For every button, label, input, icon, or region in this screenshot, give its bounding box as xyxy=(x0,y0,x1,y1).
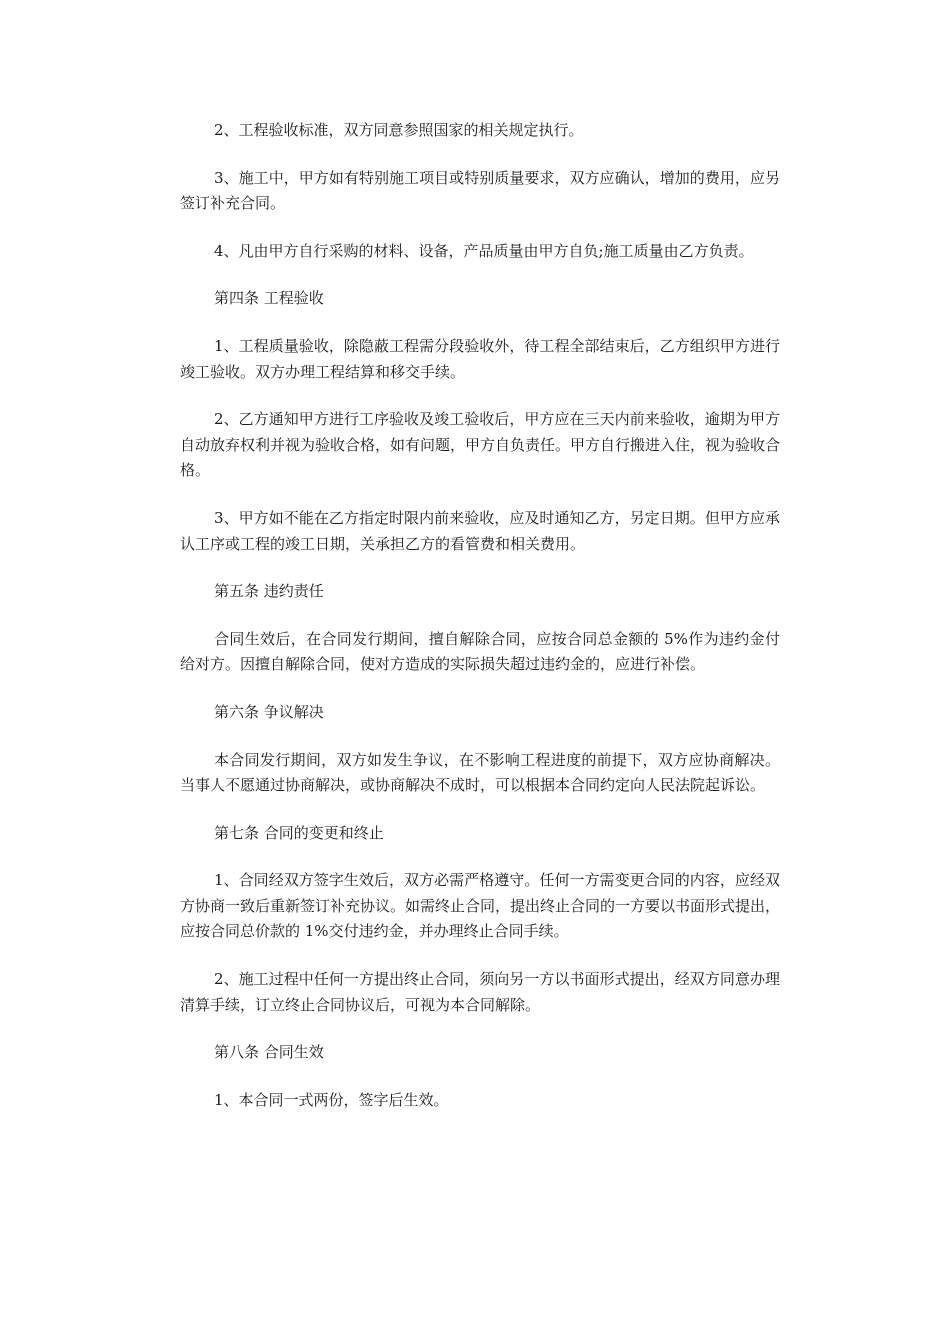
article-5-heading: 第五条 违约责任 xyxy=(214,582,324,601)
article-7-item-1: 1、合同经双方签字生效后，双方必需严格遵守。任何一方需变更合同的内容，应经双方协商一致后重新签订补充协议。如需终止合同，提出终止合同的一方要以书面形式提出，应按合同总价款的 1%交付违约金，并办理终止合同手续。 xyxy=(180,871,781,941)
article-7-item-2: 2、施工过程中任何一方提出终止合同，须向另一方以书面形式提出，经双方同意办理清算手续，订立终止合同协议后，可视为本合同解除。 xyxy=(180,970,780,1014)
clause-3-item-4: 4、凡由甲方自行采购的材料、设备，产品质量由甲方自负;施工质量由乙方负责。 xyxy=(214,241,754,260)
document-page xyxy=(180,118,780,1135)
clause-3-item-3: 3、施工中，甲方如有特别施工项目或特别质量要求，双方应确认，增加的费用，应另签订补充合同。 xyxy=(180,168,780,213)
article-7-heading: 第七条 合同的变更和终止 xyxy=(214,823,384,842)
article-4-item-1: 1、工程质量验收，除隐蔽工程需分段验收外，待工程全部结束后，乙方组织甲方进行竣工验收。双方办理工程结算和移交手续。 xyxy=(180,336,780,381)
article-6-heading: 第六条 争议解决 xyxy=(214,702,324,721)
article-8-item-1: 1、本合同一式两份，签字后生效。 xyxy=(214,1090,449,1109)
clause-3-item-2: 2、工程验收标准，双方同意参照国家的相关规定执行。 xyxy=(214,121,584,139)
article-6-body: 本合同发行期间，双方如发生争议，在不影响工程进度的前提下，双方应协商解决。当事人不愿通过协商解决，或协商解决不成时，可以根据本合同约定向人民法院起诉讼。 xyxy=(180,750,780,795)
article-4-item-2: 2、乙方通知甲方进行工序验收及竣工验收后，甲方应在三天内前来验收，逾期为甲方自动放弃权利并视为验收合格，如有问题，甲方自负责任。甲方自行搬进入住，视为验收合格。 xyxy=(180,410,781,480)
article-4-heading: 第四条 工程验收 xyxy=(214,289,324,308)
article-5-body: 合同生效后，在合同发行期间，擅自解除合同，应按合同总金额的 5%作为违约金付给对方。因擅自解除合同，使对方造成的实际损失超过违约金的，应进行补偿。 xyxy=(180,629,780,674)
article-4-item-3: 3、甲方如不能在乙方指定时限内前来验收，应及时通知乙方，另定日期。但甲方应承认工序或工程的竣工日期，关承担乙方的看管费和相关费用。 xyxy=(180,508,780,553)
article-8-heading: 第八条 合同生效 xyxy=(214,1043,324,1062)
